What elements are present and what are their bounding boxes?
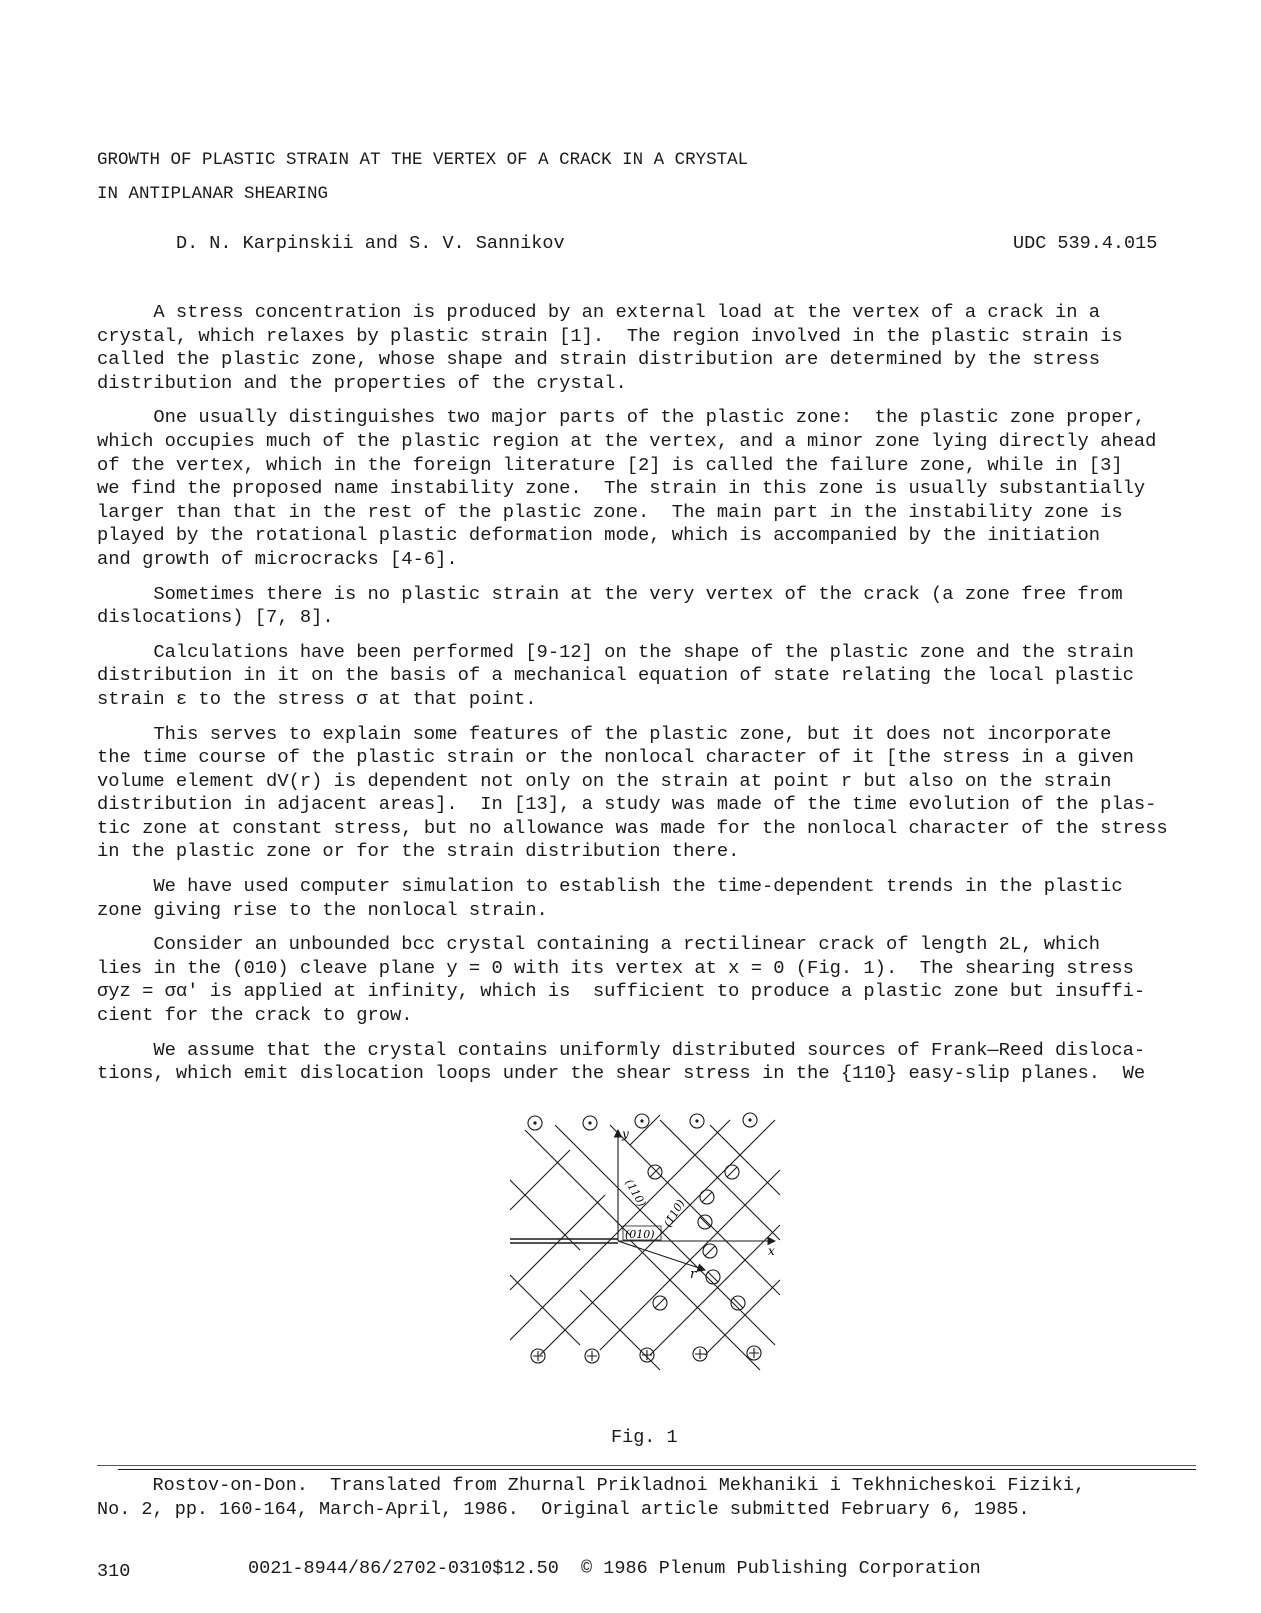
udc-code: UDC 539.4.015	[1013, 233, 1158, 254]
bottom-dislocation-row	[531, 1346, 761, 1363]
plane-010-label: (010)	[625, 1228, 655, 1241]
footnote-text: Rostov-on-Don. Translated from Zhurnal Prikladnoi Mekhaniki i Tekhnicheskoi Fiziki, No. 2, pp. 160-164, March-April, 1986. Original article submitted February 6, 1985.	[97, 1475, 1086, 1520]
copyright-line: 0021-8944/86/2702-0310$12.50 © 1986 Plenum Publishing Corporation	[248, 1558, 981, 1579]
paragraph-4: Calculations have been performed [9-12] on the shape of the plastic zone and the strain distribution in it on the basis of a mechanical equation of state relating the local plastic strain ε to the stress σ at that point.	[97, 640, 1134, 710]
paper-title-line-2: IN ANTIPLANAR SHEARING	[97, 184, 329, 204]
paragraph-5: This serves to explain some features of the plastic zone, but it does not incorporate the time course of the plastic strain or the nonlocal character of it [the stress in a given volume element dV(r) is dependent not only on the strain at point r but also on the strain distribution in adjacent areas]. In [13], a study was made of the time evolution of the plas- tic zone at constant stress, but no allowance was made for the nonlocal character of the stress in the plastic zone or for the strain distribution there.	[97, 722, 1168, 863]
vector-r-label: r	[690, 1267, 697, 1282]
figure-caption: Fig. 1	[611, 1427, 678, 1448]
plane-110-label: (110)	[622, 1177, 649, 1210]
paragraph-3: Sometimes there is no plastic strain at the very vertex of the crack (a zone free from dislocations) [7, 8].	[97, 582, 1123, 629]
x-axis-label: x	[768, 1244, 775, 1258]
figure-1-diagram	[510, 1100, 810, 1400]
paragraph-1: A stress concentration is produced by an external load at the vertex of a crack in a crystal, which relaxes by plastic strain [1]. The region involved in the plastic strain is called the plastic zone, whose shape and strain distribution are determined by the stress distribution and the properties of the crystal.	[97, 301, 1123, 394]
slip-lines-descending	[510, 1120, 780, 1370]
page-number: 310	[97, 1561, 131, 1582]
vector-r	[618, 1241, 705, 1270]
y-axis-label: y	[622, 1127, 629, 1141]
authors: D. N. Karpinskii and S. V. Sannikov	[176, 233, 565, 254]
crack-slip-plane-diagram	[510, 1100, 810, 1400]
footnote-rule-thin	[97, 1465, 1196, 1466]
plane-1bar10-label: (1̄10)	[661, 1197, 688, 1230]
footnote-rule	[118, 1469, 1196, 1470]
paragraph-7: Consider an unbounded bcc crystal containing a rectilinear crack of length 2L, which lies in the (010) cleave plane y = 0 with its vertex at x = 0 (Fig. 1). The shearing stress σyz = σα' is applied at infinity, which is sufficient to produce a plastic zone but insuffi- cient for the crack to grow.	[97, 933, 1146, 1027]
paragraph-8: We assume that the crystal contains uniformly distributed sources of Frank—Reed disloca- tions, which emit dislocation loops under the shear stress in the {110} easy-slip planes. We	[97, 1038, 1146, 1085]
paragraph-2: One usually distinguishes two major parts of the plastic zone: the plastic zone proper, which occupies much of the plastic region at the vertex, and a minor zone lying directly ahead of the vertex, which in the foreign literature [2] is called the failure zone, while in [3] we find the proposed name instability zone. The strain in this zone is usually substantially larger than that in the rest of the plastic zone. The main part in the instability zone is played by the rotational plastic deformation mode, which is accompanied by the initiation and growth of microcracks [4-6].	[97, 406, 1157, 570]
paragraph-6: We have used computer simulation to establish the time-dependent trends in the plastic zone giving rise to the nonlocal strain.	[97, 875, 1123, 921]
paper-title-line-1: GROWTH OF PLASTIC STRAIN AT THE VERTEX OF A CRACK IN A CRYSTAL	[97, 150, 749, 170]
body-text	[97, 301, 1209, 1097]
